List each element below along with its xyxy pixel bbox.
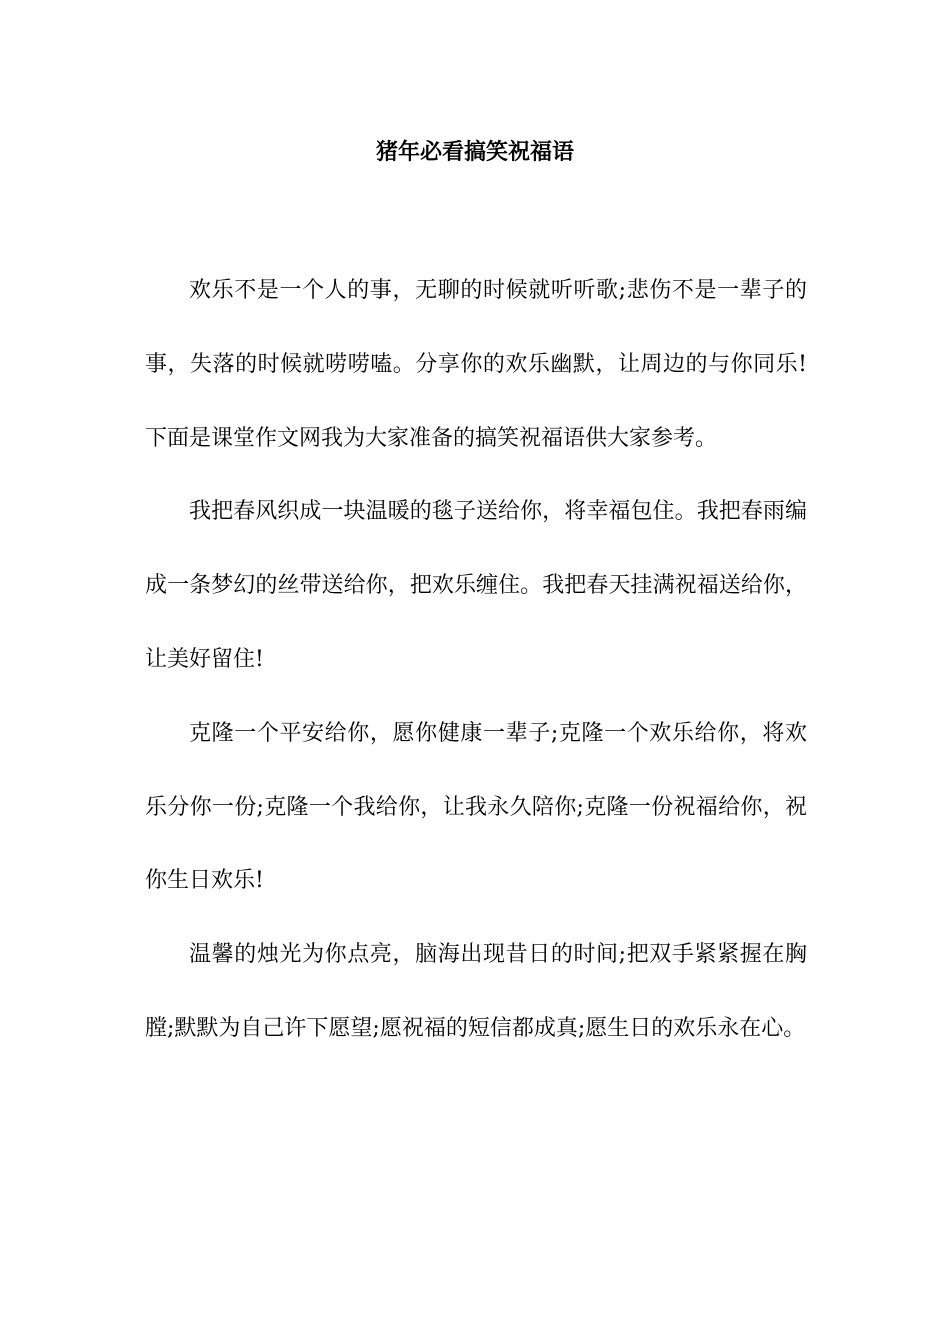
paragraph-candle-wishes: 温馨的烛光为你点亮，脑海出现昔日的时间;把双手紧紧握在胸膛;默默为自己许下愿望;愿祝福的短信都成真;愿生日的欢乐永在心。 <box>145 942 807 1041</box>
paragraph-clone-wishes: 克隆一个平安给你，愿你健康一辈子;克隆一个欢乐给你，将欢乐分你一份;克隆一个我给你，让我永久陪你;克隆一份祝福给你，祝你生日欢乐! <box>145 720 807 894</box>
document-body <box>145 254 807 1066</box>
paragraph-intro: 欢乐不是一个人的事，无聊的时候就听听歌;悲伤不是一辈子的事，失落的时候就唠唠嗑。分享你的欢乐幽默，让周边的与你同乐!下面是课堂作文网我为大家准备的搞笑祝福语供大家参考。 <box>145 278 807 451</box>
paragraph-spring-wishes: 我把春风织成一块温暖的毯子送给你，将幸福包住。我把春雨编成一条梦幻的丝带送给你，把欢乐缠住。我把春天挂满祝福送给你，让美好留住! <box>145 499 807 672</box>
document-title: 猪年必看搞笑祝福语 <box>375 139 574 165</box>
